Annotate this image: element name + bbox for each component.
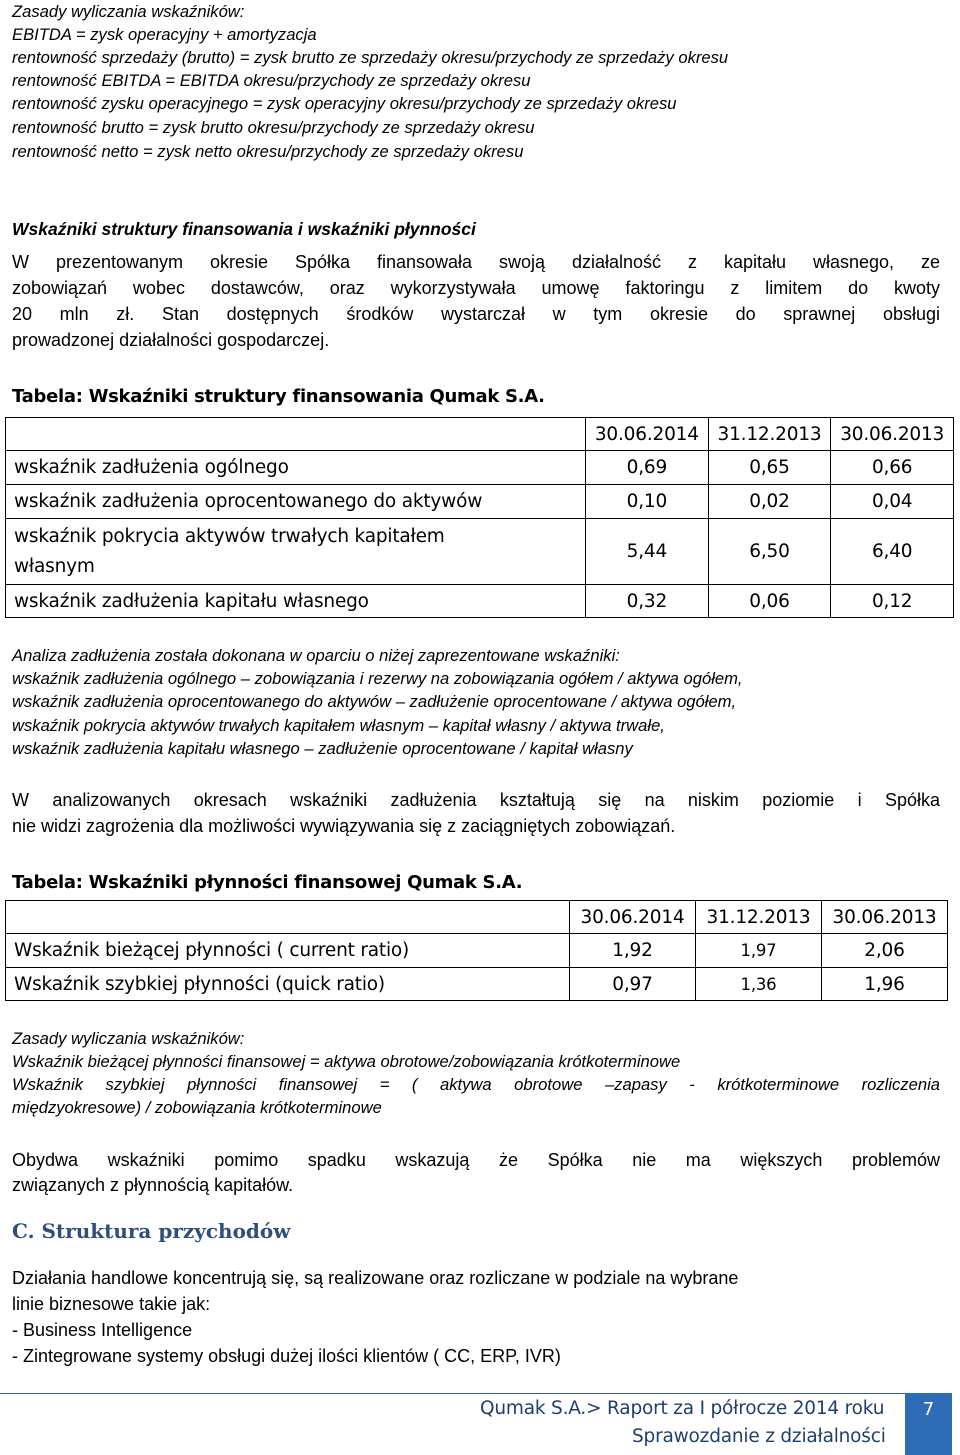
struktura-para-line: prowadzonej działalności gospodarczej. xyxy=(12,330,330,350)
analiza-line: wskaźnik zadłużenia ogólnego – zobowiązania i rezerwy na zobowiązania ogółem / aktywa ogółem, xyxy=(12,669,743,688)
cell-value: 0,10 xyxy=(586,485,709,519)
zasady-line: EBITDA = zysk operacyjny + amortyzacja xyxy=(12,25,317,44)
table-row xyxy=(6,519,954,585)
zasady-line: rentowność brutto = zysk brutto okresu/przychody ze sprzedaży okresu xyxy=(12,118,535,137)
zasady2-line: Wskaźnik bieżącej płynności finansowej = aktywa obrotowe/zobowiązania krótkoterminowe xyxy=(12,1052,681,1071)
cell-value: 1,96 xyxy=(822,968,948,1001)
cell-value: 1,36 xyxy=(696,968,822,1001)
table-row xyxy=(6,968,948,1001)
cell-value: 2,06 xyxy=(822,934,948,968)
zasady2-line: Wskaźnik szybkiej płynności finansowej = ( aktywa obrotowe –zapasy - krótkoterminowe rozliczenia xyxy=(12,1075,940,1094)
row-label xyxy=(6,519,586,585)
row-label: Wskaźnik szybkiej płynności (quick ratio) xyxy=(6,968,570,1001)
obydwa-line: związanych z płynnością kapitałów. xyxy=(12,1175,294,1195)
table-header-empty xyxy=(6,418,586,451)
column-header: 30.06.2014 xyxy=(586,418,709,451)
analiza-line: wskaźnik zadłużenia kapitału własnego – zadłużenie oprocentowane / kapitał własny xyxy=(12,739,633,758)
row-label-line: wskaźnik pokrycia aktywów trwałych kapitałem xyxy=(14,525,445,547)
row-label: wskaźnik zadłużenia ogólnego xyxy=(6,451,586,485)
zasady-heading-2: Zasady wyliczania wskaźników: xyxy=(12,1029,245,1048)
cell-value: 6,40 xyxy=(831,519,954,585)
table-row xyxy=(6,934,948,968)
zasady-line: rentowność sprzedaży (brutto) = zysk brutto ze sprzedaży okresu/przychody ze sprzedaży okresu xyxy=(12,48,729,67)
cell-value: 5,44 xyxy=(586,519,709,585)
section-c-line: - Business Intelligence xyxy=(12,1320,193,1340)
row-label: wskaźnik zadłużenia kapitału własnego xyxy=(6,585,586,618)
analiza-line: Analiza zadłużenia została dokonana w oparciu o niżej zaprezentowane wskaźniki: xyxy=(12,646,620,665)
cell-value: 0,06 xyxy=(708,585,831,618)
struktura-para-line: W prezentowanym okresie Spółka finansowała swoją działalność z kapitału własnego, ze xyxy=(12,252,940,272)
table2 xyxy=(5,900,948,1001)
cell-value: 0,69 xyxy=(586,451,709,485)
cell-value: 0,65 xyxy=(708,451,831,485)
table1-title: Tabela: Wskaźniki struktury finansowania Qumak S.A. xyxy=(12,386,545,407)
section-c-line: Działania handlowe koncentrują się, są realizowane oraz rozliczane w podziale na wybrane xyxy=(12,1268,739,1288)
column-header: 30.06.2013 xyxy=(822,901,948,934)
struktura-para-line: 20 mln zł. Stan dostępnych środków wystarczał w tym okresie do sprawnej obsługi xyxy=(12,304,940,324)
zasady-line: rentowność EBITDA = EBITDA okresu/przychody ze sprzedaży okresu xyxy=(12,71,531,90)
table-row xyxy=(6,451,954,485)
zasady-line: rentowność zysku operacyjnego = zysk operacyjny okresu/przychody ze sprzedaży okresu xyxy=(12,94,677,113)
column-header: 30.06.2013 xyxy=(831,418,954,451)
cell-value: 0,02 xyxy=(708,485,831,519)
table-row xyxy=(6,485,954,519)
analiza-line: wskaźnik pokrycia aktywów trwałych kapitałem własnym – kapitał własny / aktywa trwałe, xyxy=(12,716,665,735)
section-c-heading: C. Struktura przychodów xyxy=(12,1219,291,1243)
table-row xyxy=(6,585,954,618)
footer-divider xyxy=(0,1393,952,1394)
struktura-para-line: zobowiązań wobec dostawców, oraz wykorzystywała umowę faktoringu z limitem do kwoty xyxy=(12,278,940,298)
page-number: 7 xyxy=(905,1393,952,1455)
table-header-row xyxy=(6,418,954,451)
table2-title: Tabela: Wskaźniki płynności finansowej Qumak S.A. xyxy=(12,872,523,893)
column-header: 31.12.2013 xyxy=(708,418,831,451)
analiza-line: wskaźnik zadłużenia oprocentowanego do aktywów – zadłużenie oprocentowane / aktywa ogółem, xyxy=(12,692,737,711)
zasady2-line: międzyokresowe) / zobowiązania krótkoterminowe xyxy=(12,1098,382,1117)
table1 xyxy=(5,417,954,618)
table-header-row xyxy=(6,901,948,934)
column-header: 31.12.2013 xyxy=(696,901,822,934)
footer-report-title: Qumak S.A.> Raport za I półrocze 2014 roku xyxy=(480,1398,885,1419)
zasady-line: rentowność netto = zysk netto okresu/przychody ze sprzedaży okresu xyxy=(12,142,524,161)
row-label: Wskaźnik bieżącej płynności ( current ratio) xyxy=(6,934,570,968)
table-header-empty xyxy=(6,901,570,934)
analizowanych-line: W analizowanych okresach wskaźniki zadłużenia kształtują się na niskim poziomie i Spółka xyxy=(12,790,940,810)
struktura-heading: Wskaźniki struktury finansowania i wskaźniki płynności xyxy=(12,219,476,239)
footer-section-title: Sprawozdanie z działalności xyxy=(632,1426,886,1447)
section-c-line: - Zintegrowane systemy obsługi dużej ilości klientów ( CC, ERP, IVR) xyxy=(12,1346,561,1366)
cell-value: 0,04 xyxy=(831,485,954,519)
cell-value: 0,32 xyxy=(586,585,709,618)
zasady-heading-1: Zasady wyliczania wskaźników: xyxy=(12,2,245,21)
row-label: wskaźnik zadłużenia oprocentowanego do aktywów xyxy=(6,485,586,519)
cell-value: 0,66 xyxy=(831,451,954,485)
row-label-line: własnym xyxy=(14,555,95,577)
obydwa-line: Obydwa wskaźniki pomimo spadku wskazują że Spółka nie ma większych problemów xyxy=(12,1150,940,1170)
section-c-line: linie biznesowe takie jak: xyxy=(12,1294,211,1314)
cell-value: 0,97 xyxy=(570,968,696,1001)
analizowanych-line: nie widzi zagrożenia dla możliwości wywiązywania się z zaciągniętych zobowiązań. xyxy=(12,816,676,836)
cell-value: 0,12 xyxy=(831,585,954,618)
column-header: 30.06.2014 xyxy=(570,901,696,934)
cell-value: 6,50 xyxy=(708,519,831,585)
cell-value: 1,92 xyxy=(570,934,696,968)
cell-value: 1,97 xyxy=(696,934,822,968)
